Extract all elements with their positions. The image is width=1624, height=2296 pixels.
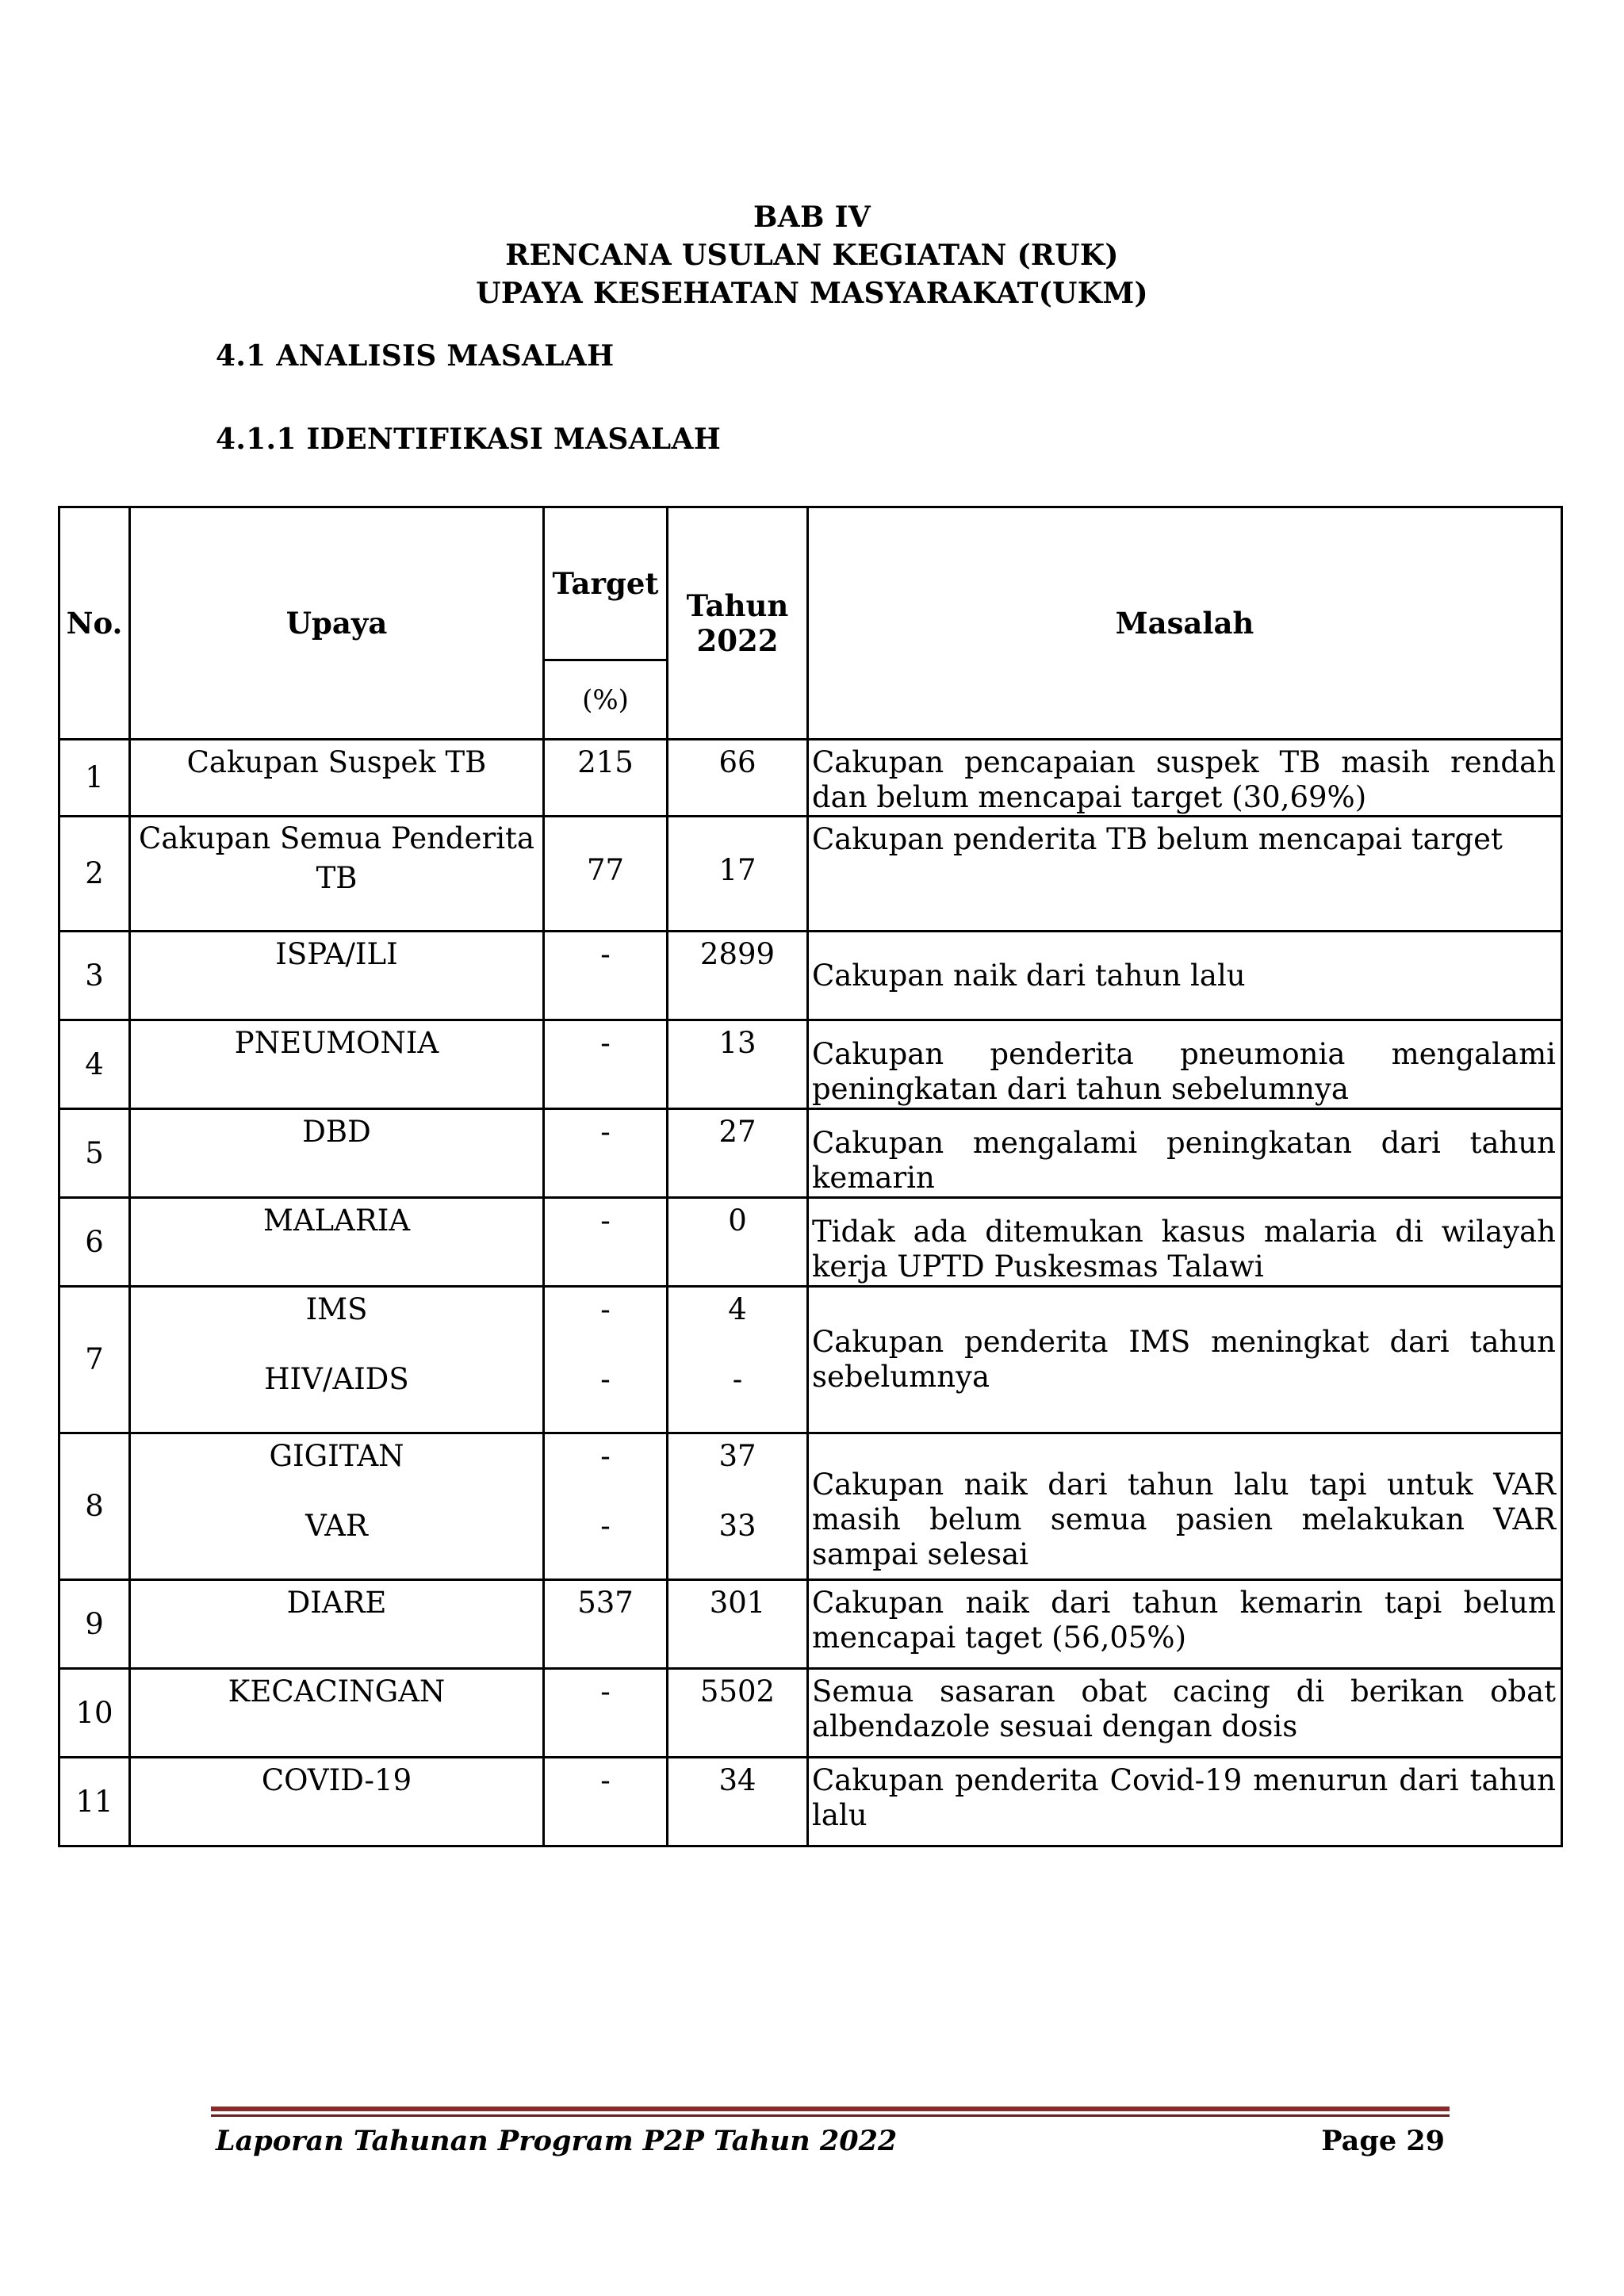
row-upaya: Cakupan Suspek TB	[130, 740, 544, 817]
footer-rule	[211, 2114, 1450, 2117]
section-heading-identifikasi: 4.1.1 IDENTIFIKASI MASALAH	[216, 423, 722, 456]
table-row	[59, 740, 1562, 817]
row-tahun: 2899	[668, 932, 808, 1020]
row-tahun: 33	[718, 1509, 756, 1543]
row-tahun: 13	[668, 1020, 808, 1109]
header-no: No.	[59, 507, 130, 740]
section-heading-analisis: 4.1 ANALISIS MASALAH	[216, 339, 615, 373]
row-upaya: GIGITAN	[269, 1439, 404, 1473]
row-no: 1	[59, 740, 130, 817]
table-row	[59, 1580, 1562, 1669]
row-target: -	[544, 1198, 668, 1287]
row-upaya: PNEUMONIA	[130, 1020, 544, 1109]
row-upaya: VAR	[305, 1509, 368, 1543]
row-target: -	[544, 1020, 668, 1109]
row-no: 4	[59, 1020, 130, 1109]
row-upaya: HIV/AIDS	[264, 1362, 409, 1396]
row-no: 11	[59, 1758, 130, 1846]
header-target: Target	[544, 507, 668, 660]
row-masalah: Cakupan penderita pneumonia mengalami peningkatan dari tahun sebelumnya	[808, 1020, 1562, 1109]
problem-table	[58, 506, 1563, 1847]
row-upaya: IMS	[305, 1292, 368, 1326]
row-masalah: Cakupan penderita IMS meningkat dari tahun sebelumnya	[808, 1287, 1562, 1433]
row-no: 8	[59, 1433, 130, 1580]
row-target: -	[600, 1292, 611, 1326]
row-tahun: 301	[668, 1580, 808, 1669]
row-upaya: ISPA/ILI	[130, 932, 544, 1020]
row-target: -	[544, 1669, 668, 1758]
footer-report-title: Laporan Tahunan Program P2P Tahun 2022	[216, 2125, 898, 2157]
row-upaya-stack	[130, 1433, 544, 1580]
table-row	[59, 1020, 1562, 1109]
chapter-heading	[0, 198, 1624, 312]
row-target-stack	[544, 1287, 668, 1433]
row-target-stack	[544, 1433, 668, 1580]
row-masalah: Cakupan mengalami peningkatan dari tahun kemarin	[808, 1109, 1562, 1198]
row-target: -	[544, 932, 668, 1020]
chapter-title: RENCANA USULAN KEGIATAN (RUK)	[505, 239, 1119, 272]
row-upaya: Cakupan Semua Penderita TB	[130, 817, 544, 932]
row-tahun-stack	[668, 1433, 808, 1580]
row-tahun: 37	[718, 1439, 756, 1473]
header-target-unit: (%)	[544, 660, 668, 740]
row-masalah: Cakupan naik dari tahun kemarin tapi belum mencapai taget (56,05%)	[808, 1580, 1562, 1669]
row-tahun: 17	[668, 817, 808, 932]
row-upaya: KECACINGAN	[130, 1669, 544, 1758]
row-target: -	[544, 1758, 668, 1846]
row-upaya-stack	[130, 1287, 544, 1433]
row-tahun: 5502	[668, 1669, 808, 1758]
header-tahun: Tahun 2022	[668, 507, 808, 740]
row-masalah: Cakupan penderita Covid-19 menurun dari tahun lalu	[808, 1758, 1562, 1846]
row-no: 7	[59, 1287, 130, 1433]
table-row	[59, 1669, 1562, 1758]
row-target: -	[600, 1439, 611, 1473]
row-target: 77	[544, 817, 668, 932]
header-masalah: Masalah	[808, 507, 1562, 740]
table-row	[59, 1758, 1562, 1846]
row-target: 215	[544, 740, 668, 817]
row-tahun: -	[732, 1362, 743, 1396]
row-upaya: MALARIA	[130, 1198, 544, 1287]
row-no: 9	[59, 1580, 130, 1669]
row-masalah: Tidak ada ditemukan kasus malaria di wilayah kerja UPTD Puskesmas Talawi	[808, 1198, 1562, 1287]
row-masalah: Cakupan naik dari tahun lalu tapi untuk VAR masih belum semua pasien melakukan VAR sampai selesai	[808, 1433, 1562, 1580]
row-masalah: Cakupan naik dari tahun lalu	[808, 932, 1562, 1020]
table-row	[59, 1433, 1562, 1580]
row-target: 537	[544, 1580, 668, 1669]
row-upaya: DBD	[130, 1109, 544, 1198]
row-tahun: 34	[668, 1758, 808, 1846]
footer-rule	[211, 2107, 1450, 2111]
row-upaya: COVID-19	[130, 1758, 544, 1846]
row-tahun: 4	[728, 1292, 747, 1326]
header-upaya: Upaya	[130, 507, 544, 740]
row-masalah: Cakupan pencapaian suspek TB masih rendah dan belum mencapai target (30,69%)	[808, 740, 1562, 817]
table-row	[59, 1198, 1562, 1287]
row-target: -	[544, 1109, 668, 1198]
footer-page-number: Page 29	[1321, 2125, 1445, 2157]
row-masalah: Semua sasaran obat cacing di berikan obat albendazole sesuai dengan dosis	[808, 1669, 1562, 1758]
row-no: 6	[59, 1198, 130, 1287]
row-upaya: DIARE	[130, 1580, 544, 1669]
row-tahun-stack	[668, 1287, 808, 1433]
row-no: 5	[59, 1109, 130, 1198]
row-target: -	[600, 1362, 611, 1396]
row-no: 2	[59, 817, 130, 932]
table-row	[59, 1109, 1562, 1198]
table-row	[59, 1287, 1562, 1433]
row-tahun: 0	[668, 1198, 808, 1287]
table-header-row	[59, 507, 1562, 660]
table-row	[59, 932, 1562, 1020]
row-no: 10	[59, 1669, 130, 1758]
chapter-number: BAB IV	[753, 201, 871, 234]
row-masalah: Cakupan penderita TB belum mencapai target	[808, 817, 1562, 932]
row-tahun: 66	[668, 740, 808, 817]
row-tahun: 27	[668, 1109, 808, 1198]
row-target: -	[600, 1509, 611, 1543]
row-no: 3	[59, 932, 130, 1020]
chapter-subtitle: UPAYA KESEHATAN MASYARAKAT(UKM)	[476, 277, 1148, 310]
table-row	[59, 817, 1562, 932]
